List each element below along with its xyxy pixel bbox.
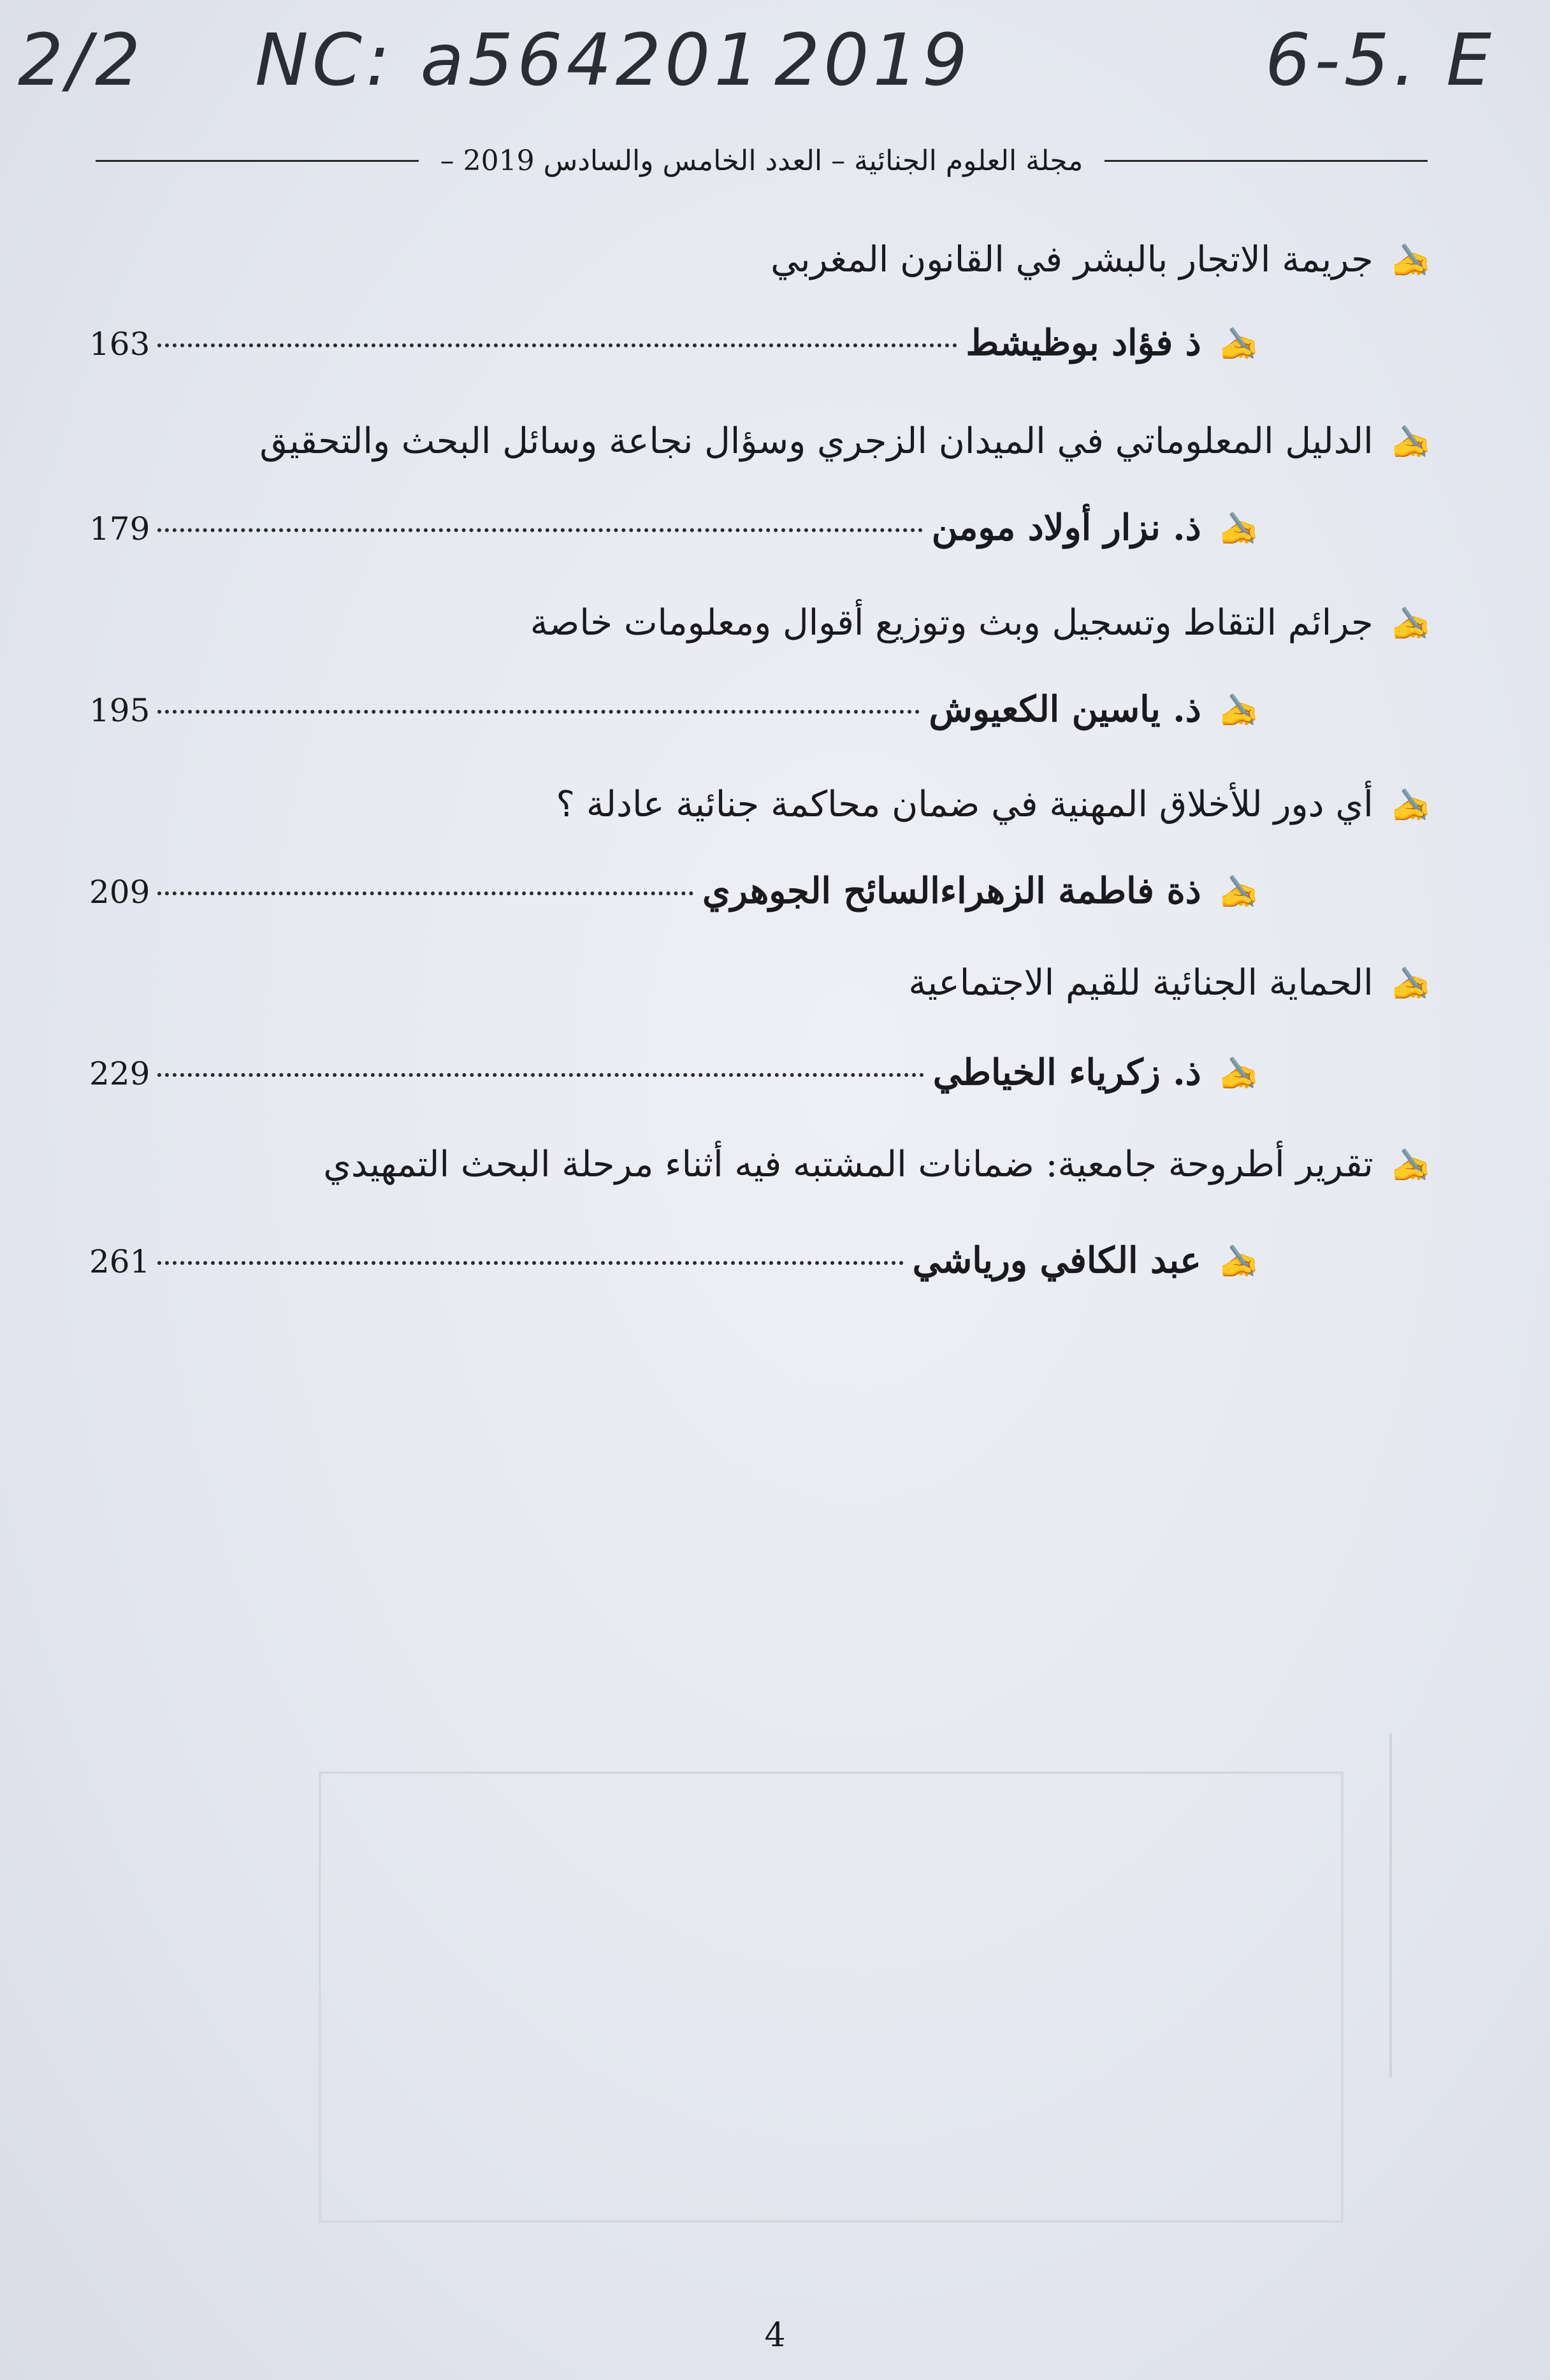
journal-title: مجلة العلوم الجنائية – العدد الخامس والسادس 2019 – (440, 144, 1083, 177)
entry-title: أي دور للأخلاق المهنية في ضمان محاكمة جنائية عادلة ؟ (556, 784, 1373, 825)
entry-title: تقرير أطروحة جامعية: ضمانات المشتبه فيه أثناء مرحلة البحث التمهيدي (323, 1144, 1373, 1185)
entry-title: جرائم التقاط وتسجيل وبث وتوزيع أقوال ومعلومات خاصة (530, 602, 1373, 644)
leader-dots (157, 528, 922, 532)
entry-author: ذ. زكرياء الخياطي (932, 1051, 1201, 1093)
handwritten-year: 2019 (774, 19, 972, 102)
page-number: 4 (764, 2316, 786, 2355)
writing-hand-icon: ✍ (1391, 605, 1431, 642)
entry-title: جريمة الاتجار بالبشر في القانون المغربي (771, 239, 1373, 280)
toc-entry-title[interactable] (89, 962, 1431, 1004)
entry-author: ذة فاطمة الزهراءالسائح الجوهري (702, 870, 1201, 912)
toc-entry-title[interactable] (89, 602, 1431, 644)
entry-page-number: 209 (89, 874, 150, 911)
toc-entry-title[interactable] (89, 239, 1431, 280)
writing-hand-icon: ✍ (1391, 787, 1431, 824)
handwritten-fraction: 2/2 (18, 19, 145, 102)
entry-page-number: 163 (89, 326, 150, 363)
handwritten-shelf-mark: 6-5. E (1265, 19, 1495, 102)
entry-page-number: 229 (89, 1055, 150, 1092)
bleed-through-box (319, 1771, 1344, 2223)
entry-author: ذ فؤاد بوظيشط (966, 322, 1201, 364)
leader-dots (157, 1261, 903, 1265)
writing-hand-icon: ✍ (1219, 325, 1259, 363)
leader-dots (157, 343, 957, 347)
writing-hand-icon: ✍ (1391, 1147, 1431, 1184)
toc-entry-author[interactable] (89, 507, 1431, 549)
entry-page-number: 179 (89, 510, 150, 547)
bleed-through-mark (1389, 1733, 1430, 2077)
entry-title: الحماية الجنائية للقيم الاجتماعية (908, 962, 1373, 1004)
toc-entry-title[interactable] (89, 1144, 1431, 1185)
handwritten-code: NC: a564201 (255, 19, 764, 102)
leader-dots (157, 1073, 923, 1077)
entry-author: ذ. نزار أولاد مومن (931, 507, 1201, 549)
writing-hand-icon: ✍ (1219, 873, 1259, 911)
toc-entry-author[interactable] (89, 322, 1431, 364)
entry-page-number: 195 (89, 692, 150, 729)
writing-hand-icon: ✍ (1391, 965, 1431, 1002)
entry-author: ذ. ياسين الكعيوش (929, 688, 1201, 730)
running-header (96, 135, 1428, 186)
toc-entry-title[interactable] (89, 784, 1431, 825)
entry-author: عبد الكافي ورياشي (912, 1239, 1201, 1281)
leader-dots (157, 710, 920, 714)
leader-dots (157, 891, 693, 895)
toc-entry-title[interactable] (89, 421, 1431, 462)
entry-title: الدليل المعلوماتي في الميدان الزجري وسؤال نجاعة وسائل البحث والتحقيق (259, 421, 1373, 462)
writing-hand-icon: ✍ (1391, 242, 1431, 279)
toc-entry-author[interactable] (89, 688, 1431, 730)
header-rule-left (96, 160, 419, 162)
writing-hand-icon: ✍ (1219, 691, 1259, 729)
entry-page-number: 261 (89, 1243, 150, 1280)
writing-hand-icon: ✍ (1391, 424, 1431, 461)
header-rule-right (1105, 160, 1428, 162)
toc-entry-author[interactable] (89, 1051, 1431, 1093)
writing-hand-icon: ✍ (1219, 1243, 1259, 1280)
writing-hand-icon: ✍ (1219, 1055, 1259, 1092)
toc-entry-author[interactable] (89, 1239, 1431, 1281)
toc-entry-author[interactable] (89, 870, 1431, 912)
writing-hand-icon: ✍ (1219, 510, 1259, 547)
